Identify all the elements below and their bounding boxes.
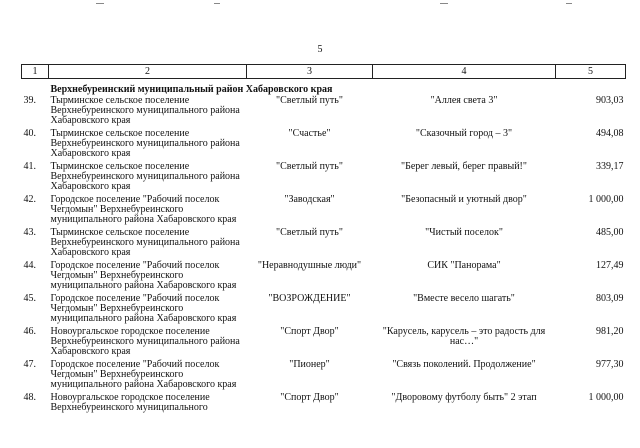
section-row: [22, 79, 626, 96]
row-project-name: "Карусель, карусель – это радость для нас…": [382, 326, 546, 347]
table-row: [22, 359, 626, 392]
row-organization: Новоургальское городское поселение Верхнебуреинского муниципального района Хабаровского края: [50, 326, 240, 357]
page-number: 5: [317, 44, 323, 55]
row-amount: 803,09: [596, 293, 624, 304]
row-amount: 339,17: [596, 161, 624, 172]
row-amount: 903,03: [596, 95, 624, 106]
row-number: 43.: [23, 227, 36, 238]
row-initiative-group: "Спорт Двор": [280, 392, 339, 403]
row-organization: Городское поселение "Рабочий поселок Чегдомын" Верхнебуреинского муниципального района Хабаровского края: [50, 359, 237, 390]
scan-edge-marks: [0, 0, 640, 8]
row-project-name: "Сказочный город – 3": [415, 128, 513, 139]
table-row: [22, 194, 626, 227]
allocation-table: [21, 64, 626, 415]
row-project-name: "Вместе весело шагать": [413, 293, 515, 304]
row-amount: 977,30: [596, 359, 624, 370]
row-amount: 981,20: [596, 326, 624, 337]
row-organization: Тырминское сельское поселение Верхнебуреинского муниципального района Хабаровского края: [50, 227, 240, 258]
row-organization: Городское поселение "Рабочий поселок Чегдомын" Верхнебуреинского муниципального района Хабаровского края: [50, 194, 237, 225]
row-project-name: "Безопасный и уютный двор": [401, 194, 527, 205]
row-initiative-group: "ВОЗРОЖДЕНИЕ": [268, 293, 351, 304]
table-row: [22, 260, 626, 293]
row-number: 39.: [23, 95, 36, 106]
row-initiative-group: "Светлый путь": [276, 161, 343, 172]
row-organization: Тырминское сельское поселение Верхнебуреинского муниципального района Хабаровского края: [50, 128, 240, 159]
row-project-name: "Связь поколений. Продолжение": [392, 359, 536, 370]
row-amount: 1 000,00: [588, 194, 624, 205]
table-row: [22, 128, 626, 161]
row-amount: 494,08: [596, 128, 624, 139]
row-amount: 127,49: [596, 260, 624, 271]
row-number: 48.: [23, 392, 36, 403]
section-title: Верхнебуреинский муниципальный район Хабаровского края: [50, 84, 333, 95]
row-number: 42.: [23, 194, 36, 205]
header-col-1: 1: [22, 65, 49, 79]
row-project-name: "Дворовому футболу быть" 2 этап: [391, 392, 537, 403]
row-organization: Тырминское сельское поселение Верхнебуреинского муниципального района Хабаровского края: [50, 95, 240, 126]
row-organization: Городское поселение "Рабочий поселок Чегдомын" Верхнебуреинского муниципального района Хабаровского края: [50, 293, 237, 324]
table-row: [22, 326, 626, 359]
row-number: 46.: [23, 326, 36, 337]
row-project-name: "Аллея света 3": [430, 95, 498, 106]
table-row: [22, 392, 626, 415]
row-project-name: СИК "Панорама": [427, 260, 501, 271]
table-row: [22, 95, 626, 128]
table-row: [22, 293, 626, 326]
table-row: [22, 227, 626, 260]
row-initiative-group: "Пионер": [289, 359, 330, 370]
header-col-5: 5: [556, 65, 626, 79]
row-initiative-group: "Неравнодушные люди": [257, 260, 362, 271]
row-organization: Городское поселение "Рабочий поселок Чегдомын" Верхнебуреинского муниципального района Хабаровского края: [50, 260, 237, 291]
row-number: 41.: [23, 161, 36, 172]
row-amount: 1 000,00: [588, 392, 624, 403]
header-col-2: 2: [49, 65, 247, 79]
header-col-4: 4: [373, 65, 556, 79]
row-organization: Новоургальское городское поселение Верхнебуреинского муниципального: [50, 392, 210, 413]
row-project-name: "Чистый поселок": [425, 227, 503, 238]
row-initiative-group: "Счастье": [288, 128, 331, 139]
row-number: 40.: [23, 128, 36, 139]
row-initiative-group: "Светлый путь": [276, 95, 343, 106]
table-header-row: [22, 65, 626, 79]
row-number: 44.: [23, 260, 36, 271]
row-number: 45.: [23, 293, 36, 304]
row-initiative-group: "Заводская": [284, 194, 335, 205]
row-organization: Тырминское сельское поселение Верхнебуреинского муниципального района Хабаровского края: [50, 161, 240, 192]
table-row: [22, 161, 626, 194]
row-initiative-group: "Спорт Двор": [280, 326, 339, 337]
row-initiative-group: "Светлый путь": [276, 227, 343, 238]
header-col-3: 3: [247, 65, 373, 79]
row-number: 47.: [23, 359, 36, 370]
row-project-name: "Берег левый, берег правый!": [401, 161, 527, 172]
row-amount: 485,00: [596, 227, 624, 238]
